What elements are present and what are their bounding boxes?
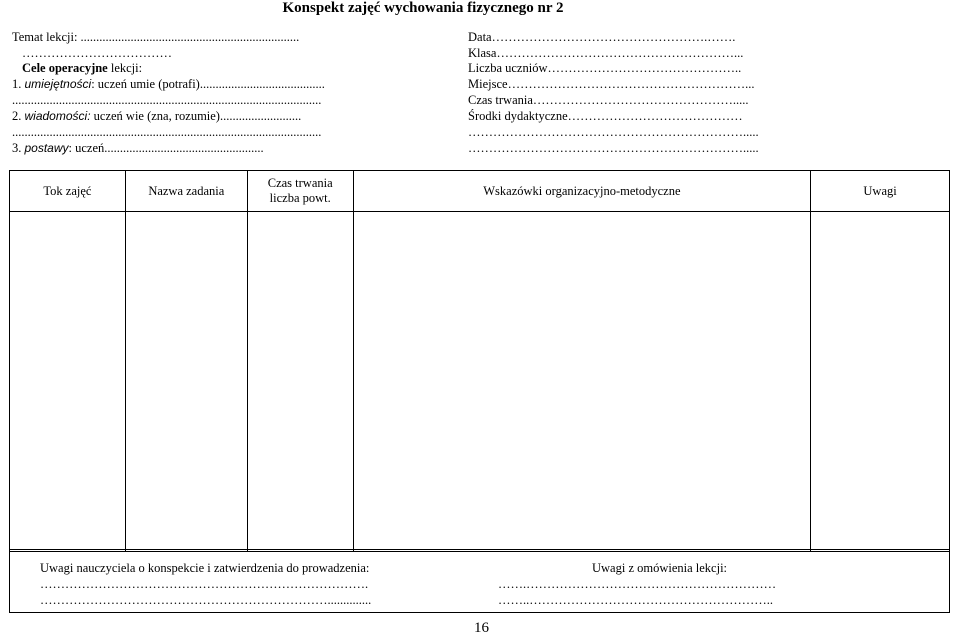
attitudes-rest: : uczeń................................................... <box>68 141 264 155</box>
header-remarks: Uwagi <box>811 171 950 212</box>
attitudes-number: 3. <box>12 141 25 155</box>
lesson-table <box>9 170 950 552</box>
teacher-notes-dots-1: ……………………………………………………………………. <box>40 577 369 591</box>
lesson-review-dots-1: …….…………………………………………………… <box>498 577 777 591</box>
knowledge-rest: uczeń wie (zna, rozumie).......................... <box>90 109 302 123</box>
objectives-bold: Cele operacyjne <box>22 61 108 75</box>
skills-number: 1. <box>12 77 25 91</box>
class-field: Klasa…………………………………………………... <box>468 46 744 60</box>
remarks-cell[interactable] <box>811 212 950 552</box>
objectives-heading <box>22 61 460 77</box>
topic-continuation: ……………………………… <box>22 46 172 60</box>
table-body-row <box>10 212 950 552</box>
header-guidelines: Wskazówki organizacyjno-metodyczne <box>353 171 810 212</box>
task-name-cell[interactable] <box>125 212 247 552</box>
topic-dots: ...................................................................... <box>77 30 300 44</box>
teaching-aids-field: Środki dydaktyczne…………………………………… <box>468 109 743 123</box>
aids-continuation-2: …………………………………………………………..... <box>468 141 759 155</box>
objectives-rest: lekcji: <box>107 61 143 75</box>
knowledge-line <box>12 109 450 125</box>
notes-box <box>9 549 950 613</box>
place-field: Miejsce…………………………………………………... <box>468 77 755 91</box>
aids-continuation-1: …………………………………………………………..... <box>468 125 759 139</box>
lesson-course-cell[interactable] <box>10 212 126 552</box>
header-lesson-course: Tok zajęć <box>10 171 126 212</box>
knowledge-label: wiadomości: <box>24 109 91 123</box>
lesson-review-dots-2: ……..………………………………………………….. <box>498 593 773 607</box>
date-field: Data…………………………………………….……. <box>468 30 736 44</box>
page-number: 16 <box>474 620 489 636</box>
attitudes-line <box>12 141 450 157</box>
skills-label: umiejętności <box>24 77 92 91</box>
blank-line-2: ................................................................................................... <box>12 125 322 139</box>
lesson-review-label: Uwagi z omówienia lekcji: <box>592 561 728 575</box>
skills-rest: : uczeń umie (potrafi)........................................ <box>91 77 325 91</box>
duration-field: Czas trwania…………………………………………..... <box>468 93 749 107</box>
blank-line-1: ................................................................................................... <box>12 93 322 107</box>
teacher-notes-dots-2: …………………………………………………………….............. <box>40 593 372 607</box>
teacher-notes-label: Uwagi nauczyciela o konspekcie i zatwierdzenia do prowadzenia: <box>40 561 370 575</box>
skills-line <box>12 77 450 93</box>
header-duration <box>247 171 353 212</box>
students-count-field: Liczba uczniów……………………………………….. <box>468 61 742 75</box>
knowledge-number: 2. <box>12 109 25 123</box>
attitudes-label: postawy <box>24 141 69 155</box>
topic-line <box>12 30 450 46</box>
header-task-name: Nazwa zadania <box>125 171 247 212</box>
header-duration-line2: liczba powt. <box>269 191 331 205</box>
duration-cell[interactable] <box>247 212 353 552</box>
page-title: Konspekt zajęć wychowania fizycznego nr 2 <box>282 0 564 16</box>
header-duration-line1: Czas trwania <box>267 176 333 190</box>
topic-label: Temat lekcji: <box>12 30 78 44</box>
table-header-row <box>10 171 950 212</box>
guidelines-cell[interactable] <box>353 212 810 552</box>
